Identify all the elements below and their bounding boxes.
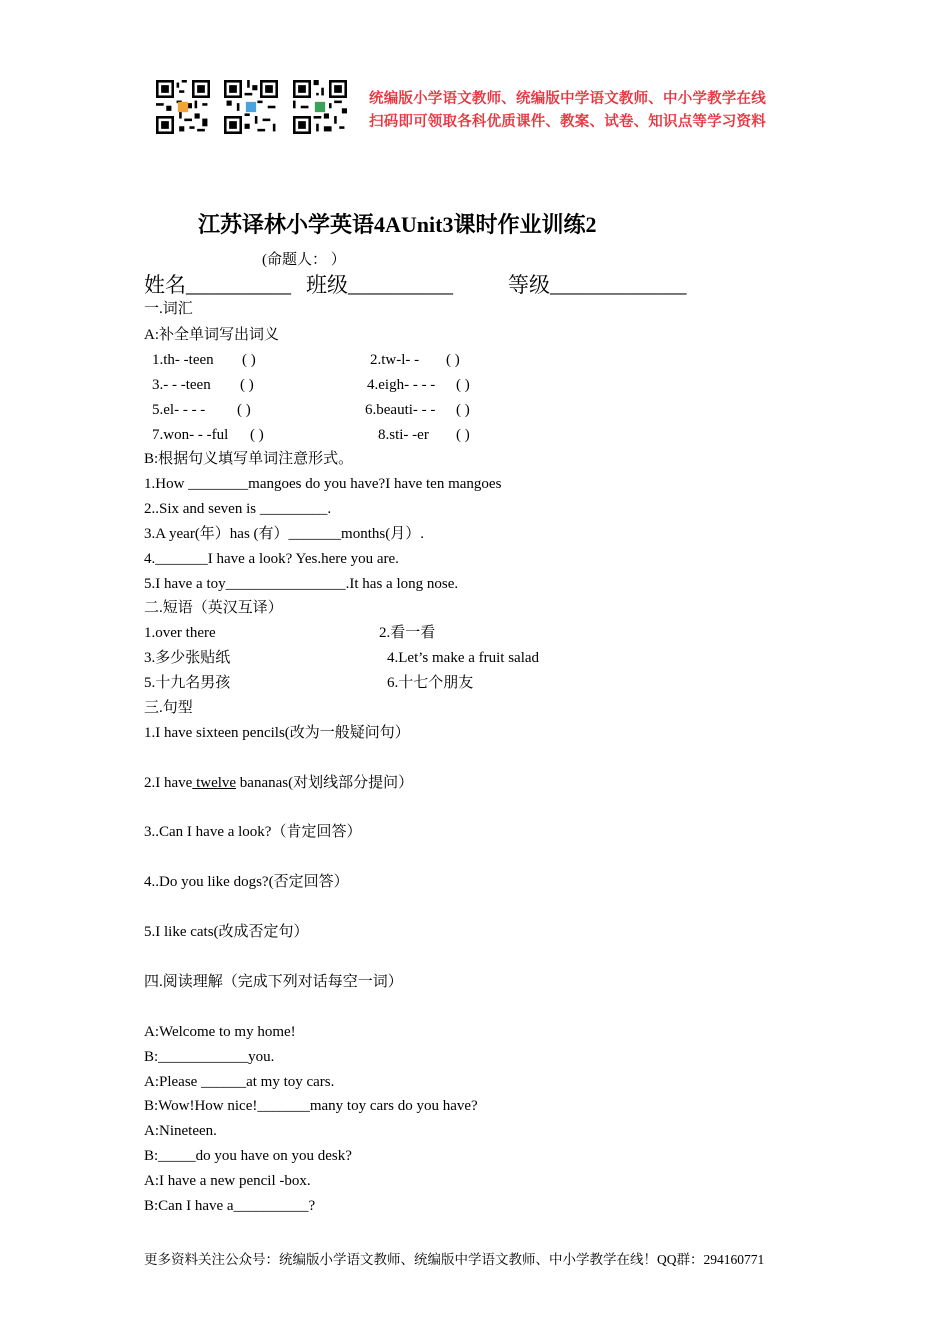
phrase-item-1: 1.over there	[144, 625, 216, 641]
sentence-item-1: 1.I have sixteen pencils(改为一般疑问句）	[144, 725, 410, 741]
word-item-7-blank: ( )	[250, 427, 264, 443]
qr-code-2	[224, 80, 278, 134]
word-item-2: 2.tw-l- -	[370, 352, 420, 368]
word-item-1: 1.th- -teen	[152, 352, 214, 368]
section-1b-heading: B:根据句义填写单词注意形式。	[144, 451, 354, 467]
section-1a-heading: A:补全单词写出词义	[144, 327, 280, 343]
sentence-item-3: 3..Can I have a look?（肯定回答）	[144, 824, 362, 840]
phrase-item-2: 2.看一看	[379, 625, 436, 641]
phrase-item-4: 4.Let’s make a fruit salad	[387, 650, 540, 666]
dialogue-line-7: A:I have a new pencil -box.	[144, 1173, 311, 1189]
word-item-6: 6.beauti- - -	[365, 402, 436, 418]
fill-item-5: 5.I have a toy________________.It has a long nose.	[144, 576, 459, 592]
qr-code-1	[156, 80, 210, 134]
section-2-heading: 二.短语（英汉互译）	[144, 600, 283, 616]
footer-note: 更多资料关注公众号：统编版小学语文教师、统编版中学语文教师、中小学教学在线！QQ群：294160771	[144, 1252, 765, 1267]
sentence-item-2	[144, 773, 413, 793]
section-3-heading: 三.句型	[144, 700, 193, 716]
qr-code-3	[293, 80, 347, 134]
sentence-item-4: 4..Do you like dogs?(否定回答）	[144, 874, 349, 890]
fill-item-2: 2..Six and seven is _________.	[144, 501, 332, 517]
dialogue-line-2: B:____________you.	[144, 1049, 275, 1065]
dialogue-line-4: B:Wow!How nice!_______many toy cars do you have?	[144, 1098, 478, 1114]
word-item-3: 3.- - -teen	[152, 377, 211, 393]
sentence-item-5: 5.I like cats(改成否定句）	[144, 924, 309, 940]
banner-line-2: 扫码即可领取各科优质课件、教案、试卷、知识点等学习资料	[369, 114, 766, 130]
dialogue-line-3: A:Please ______at my toy cars.	[144, 1074, 335, 1090]
banner-line-1: 统编版小学语文教师、统编版中学语文教师、中小学教学在线	[369, 91, 766, 107]
page-title: 江苏译林小学英语4AUnit3课时作业训练2	[198, 212, 597, 237]
sentence-2-underlined: twelve	[192, 775, 237, 791]
author-line: (命题人： ）	[262, 252, 346, 268]
word-item-6-blank: ( )	[456, 402, 470, 418]
phrase-item-5: 5.十九名男孩	[144, 675, 231, 691]
section-1-heading: 一.词汇	[144, 301, 193, 317]
dialogue-line-5: A:Nineteen.	[144, 1123, 217, 1139]
name-field: 姓名__________	[144, 273, 291, 297]
word-item-2-blank: ( )	[446, 352, 460, 368]
word-item-3-blank: ( )	[240, 377, 254, 393]
class-field: 班级__________	[306, 273, 453, 297]
word-item-5-blank: ( )	[237, 402, 251, 418]
dialogue-line-1: A:Welcome to my home!	[144, 1024, 296, 1040]
dialogue-line-6: B:_____do you have on you desk?	[144, 1148, 352, 1164]
fill-item-3: 3.A year(年）has (有）_______months(月）.	[144, 526, 424, 542]
phrase-item-6: 6.十七个朋友	[387, 675, 474, 691]
fill-item-4: 4._______I have a look? Yes.here you are.	[144, 551, 399, 567]
word-item-4-blank: ( )	[456, 377, 470, 393]
fill-item-1: 1.How ________mangoes do you have?I have ten mangoes	[144, 476, 502, 492]
phrase-item-3: 3.多少张贴纸	[144, 650, 231, 666]
word-item-8-blank: ( )	[456, 427, 470, 443]
sentence-2-prefix: 2.I have	[144, 775, 193, 791]
sentence-2-suffix: bananas(对划线部分提问）	[236, 775, 414, 791]
word-item-4: 4.eigh- - - -	[367, 377, 436, 393]
dialogue-line-8: B:Can I have a__________?	[144, 1198, 316, 1214]
word-item-7: 7.won- - -ful	[152, 427, 229, 443]
word-item-1-blank: ( )	[242, 352, 256, 368]
word-item-5: 5.el- - - -	[152, 402, 206, 418]
grade-field: 等级_____________	[508, 273, 687, 297]
word-item-8: 8.sti- -er	[378, 427, 429, 443]
section-4-heading: 四.阅读理解（完成下列对话每空一词）	[144, 974, 403, 990]
